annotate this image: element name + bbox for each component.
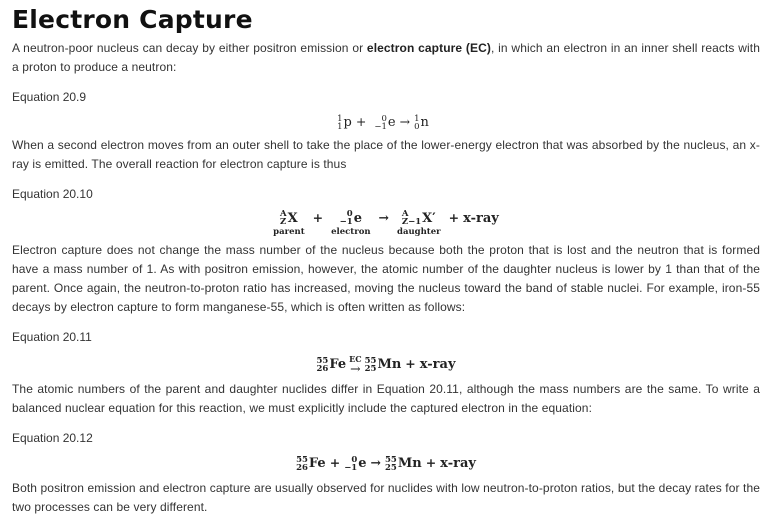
equation-20-10: A Z X parent + 0 −1 e electron → A Z−1 X′ daughter + x-ray	[273, 209, 499, 237]
paragraph-conclusion: Both positron emission and electron capture are usually observed for nuclides with low neutron-to-proton ratios, but the decay rates for the two processes can be very different.	[12, 481, 760, 514]
paragraph-mass-number: Electron capture does not change the mass number of the nucleus because both the proton that is lost and the neutron that is formed have a mass number of 1. As with positron emission, however, the atomic number of the daughter nucleus is lower by 1 than that of the parent. Once again, the neutron-to-proton ratio has increased, moving the nucleus toward the band of stable nuclei. For example, iron-55 decays by electron capture to form manganese-55, which is often written as follows:	[12, 243, 760, 314]
equation-label: Equation 20.9	[12, 90, 87, 104]
paragraph-xray: When a second electron moves from an outer shell to take the place of the lower-energy electron that was absorbed by the nucleus, an x-ray is emitted. The overall reaction for electron capture is thus	[12, 138, 760, 171]
page-title: Electron Capture	[12, 5, 253, 34]
equation-20-9: 1 1 p + 0 −1 e → 1 0 n	[337, 113, 429, 132]
equation-label: Equation 20.12	[12, 431, 93, 445]
ec-arrow: EC →	[349, 354, 362, 376]
equation-label: Equation 20.10	[12, 187, 93, 201]
paragraph-atomic-numbers: The atomic numbers of the parent and daughter nuclides differ in Equation 20.11, although the mass numbers are the same. To write a balanced nuclear equation for this reaction, we must explicitly include the captured electron in the equation:	[12, 382, 760, 415]
intro-paragraph: A neutron-poor nucleus can decay by either positron emission or electron capture (EC), in which an electron in an inner shell reacts with a proton to produce a neutron:	[12, 41, 760, 74]
label-electron: electron	[331, 227, 371, 237]
label-daughter: daughter	[397, 227, 441, 237]
label-parent: parent	[273, 227, 305, 237]
equation-20-11: 55 26 Fe EC → 55 25 Mn + x-ray	[316, 354, 456, 376]
term-electron-capture: electron capture (EC)	[366, 41, 491, 55]
equation-20-12: 55 26 Fe + 0 −1 e → 55 25 Mn + x-ray	[296, 454, 476, 473]
equation-label: Equation 20.11	[12, 330, 92, 344]
